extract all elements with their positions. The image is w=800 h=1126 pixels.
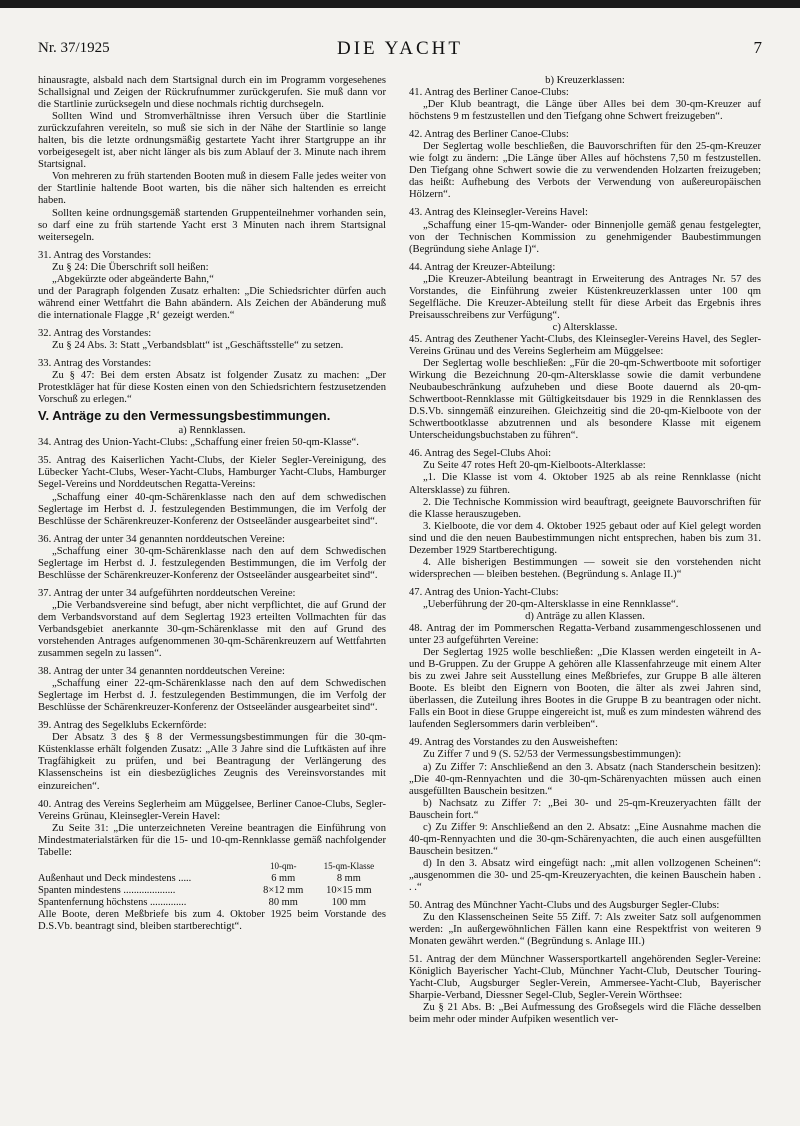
motion-heading: 34. Antrag des Union-Yacht-Clubs: „Schaffung einer freien 50-qm-Klasse“.	[38, 437, 359, 449]
scan-top-edge	[0, 0, 800, 8]
issue-number: Nr. 37/1925	[38, 40, 110, 56]
table-col-header: 15-qm-Klasse	[323, 860, 375, 871]
subsection-heading: a) Rennklassen.	[178, 425, 246, 437]
motion-text: „Schaffung einer 22-qm-Schärenklasse nach den auf dem Schwedischen Seglertage im Herbst d. J. festzulegenden Bestimmungen, die im Verfolg der Beschlüsse der Schärenkreuzer-Konferenz der Ostseeländer ausgearbeitet sind“.	[38, 678, 386, 714]
table-cell: Spanten mindestens ....................	[38, 884, 176, 896]
motion-heading: 47. Antrag des Union-Yacht-Clubs:	[409, 586, 559, 598]
motion-heading: 42. Antrag des Berliner Canoe-Clubs:	[409, 129, 569, 141]
motion-text: „Ueberführung der 20-qm-Altersklasse in eine Rennklasse“.	[423, 598, 679, 610]
motion-text: „Schaffung einer 15-qm-Wander- oder Binnenjolle gemäß genau festgelegter, von der Technischen Kommission zu genehmigender Baubestimmungen (Begründung siehe Anlage I)“.	[409, 219, 761, 255]
motion-text: „Schaffung einer 30-qm-Schärenklasse nach den auf dem Schwedischen Seglertage im Herbst d. J. festzulegenden Bestimmungen, die im Verfolg der Beschlüsse der Schärenkreuzer-Konferenz der Ostseeländer ausgearbeitet sind“.	[38, 545, 386, 581]
motion-text: Zu Seite 31: „Die unterzeichneten Vereine beantragen die Einführung von Mindestmaterialstärken für die 15- und 10-qm-Rennklasse gemäß nachfolgender Tabelle:	[38, 822, 386, 858]
motion-text: 3. Kielboote, die vor dem 4. Oktober 1925 gebaut oder auf Kiel gelegt worden sind und die den neuen Baubestimmungen nicht entsprechen, haben bis zum 31. Dezember 1929 Startberechtigung.	[409, 520, 761, 556]
motion-text: „Schaffung einer 40-qm-Schärenklasse nach den auf dem schwedischen Seglertage im Herbst d. J. festzulegenden Bestimmungen, die im Verfolg der Beschlüsse der Schärenkreuzer-Konferenz der Ostseeländer ausgearbeitet sind“.	[38, 491, 386, 527]
motion-heading: 37. Antrag der unter 34 aufgeführten norddeutschen Vereine:	[38, 587, 296, 599]
right-column	[409, 75, 761, 1027]
motion-text: „Der Klub beantragt, die Länge über Alles bei dem 30-qm-Kreuzer auf höchstens 9 m festzustellen und den Tiefgang ohne Schwert freizugeben“.	[409, 99, 761, 123]
motion-text: b) Nachsatz zu Ziffer 7: „Bei 30- und 25-qm-Kreuzeryachten fällt der Bauschein fort.“	[409, 797, 761, 821]
motion-heading: 48. Antrag der im Pommerschen Regatta-Verband zusammengeschlossenen und unter 23 aufgeführten Vereine:	[409, 623, 761, 647]
motion-text: Zu § 47: Bei dem ersten Absatz ist folgender Zusatz zu machen: „Der Protestkläger hat für diese Kosten einen von den Schiedsrichtern festzusetzenden Vorschuß zu erlegen.“	[38, 370, 386, 406]
journal-title: DIE YACHT	[336, 38, 464, 59]
table-row	[38, 873, 386, 885]
table-col-header: 10-qm-	[269, 860, 297, 871]
left-column	[38, 75, 386, 933]
motion-heading: 46. Antrag des Segel-Clubs Ahoi:	[409, 448, 552, 460]
motion-text: Der Seglertag wolle beschließen, die Bauvorschriften für den 25-qm-Kreuzer wie folgt zu ändern: „Die Länge über Alles auf höchstens 7,50 m festzustellen. Den Tiefgang ohne Schwert sowie die zu verwendenden Holzarten freizugeben; das heißt: Aufhebung des Verbots der Verwendung von außereuropäischen Hölzern“.	[409, 141, 761, 201]
subsection-heading: b) Kreuzerklassen:	[545, 75, 625, 86]
table-cell: 80 mm	[268, 896, 298, 908]
page-number: 7	[753, 38, 762, 57]
motion-text: Zu § 24 Abs. 3: Statt „Verbandsblatt“ ist „Geschäftsstelle“ zu setzen.	[52, 339, 344, 351]
table-cell: 6 mm	[271, 872, 296, 884]
motion-text: Zu § 21 Abs. B: „Bei Aufmessung des Großsegels wird die Fläche desselben beim mehr oder minder Aufpiken wesentlich ver-	[409, 1002, 761, 1026]
motion-heading: 50. Antrag des Münchner Yacht-Clubs und des Augsburger Segler-Clubs:	[409, 900, 720, 912]
motion-text: Alle Boote, deren Meßbriefe bis zum 4. Oktober 1925 beim Vorstande des D.S.Vb. beantragt sind, bleiben startberechtigt“.	[38, 908, 386, 932]
table-cell: 10×15 mm	[326, 884, 372, 896]
running-header	[38, 40, 762, 62]
motion-heading: 36. Antrag der unter 34 genannten norddeutschen Vereine:	[38, 533, 285, 545]
motion-heading: 40. Antrag des Vereins Seglerheim am Müggelsee, Berliner Canoe-Clubs, Segler-Vereins Grünau, Kleinsegler-Verein Havel:	[38, 798, 386, 822]
motion-heading: 38. Antrag der unter 34 genannten norddeutschen Vereine:	[38, 666, 285, 678]
table-cell: 100 mm	[331, 896, 367, 908]
motion-heading: 51. Antrag der dem Münchner Wassersportkartell angehörenden Segler-Vereine: Königlich Bayerischer Yacht-Club, Münchner Yacht-Club, Deutscher Touring-Yacht-Club, Augsburger Segler-Verein, Ammersee-Yacht-Club, Bayerischer Sharpie-Verband, Diessner Segel-Club, Segler-Verein Wörthsee:	[409, 954, 761, 1002]
subsection-heading: c) Altersklasse.	[552, 321, 618, 333]
motion-heading: 32. Antrag des Vorstandes:	[38, 327, 152, 339]
motion-heading: 33. Antrag des Vorstandes:	[38, 358, 152, 370]
motion-heading: 45. Antrag des Zeuthener Yacht-Clubs, des Kleinsegler-Vereins Havel, des Segler-Vereins Grünau und des Vereins Seglerheim am Müggelsee:	[409, 333, 761, 357]
table-cell: Spantenfernung höchstens ..............	[38, 896, 187, 908]
table-cell: Außenhaut und Deck mindestens .....	[38, 872, 192, 884]
motion-text: Der Absatz 3 des § 8 der Vermessungsbestimmungen für die 30-qm-Küstenklasse erhält folgenden Zusatz: „Alle 3 Jahre sind die Luftkästen auf ihre Tragfähigkeit zu prüfen, und bei Beantragung der Verlängerung des Klassenscheins ist ein diesbezügliches Zeugnis des Vereinsvorstandes mit einzureichen“.	[38, 732, 386, 792]
motion-text: Zu Ziffer 7 und 9 (S. 52/53 der Vermessungsbestimmungen):	[423, 749, 682, 761]
motion-text: Zu den Klassenscheinen Seite 55 Ziff. 7: Als zweiter Satz soll aufgenommen werden: „In außergewöhnlichen Fällen kann eine Respektfrist von weiteren 9 Monaten gewährt werden.“ (Begründung s. Anlage III.)	[409, 912, 761, 948]
motion-text: 4. Alle bisherigen Bestimmungen — soweit sie den vorstehenden nicht widersprechen — bleiben bestehen. (Begründung s. Anlage II.)“	[409, 556, 761, 580]
section-heading: V. Anträge zu den Vermessungsbestimmungen.	[38, 408, 331, 424]
table-cell: 8 mm	[336, 872, 361, 884]
motion-text: d) In den 3. Absatz wird eingefügt nach: „mit allen vollzogenen Scheinen“: „ausgenommen die 30- und 25-qm-Kreuzeryachten, die keinen Bauschein haben . . .“	[409, 857, 761, 893]
paragraph: hinausragte, alsbald nach dem Startsignal durch ein im Programm vorgesehenes Schallsignal und Zeigen der Rückrufnummer zurückgerufen. Sie muß dann vor die Startlinie zurücksegeln und diese nochmals richtig durchsegeln.	[38, 75, 386, 111]
paragraph: Sollten Wind und Stromverhältnisse ihren Versuch über die Startlinie zurückzufahren vereiteln, so muß sie sich in der Nähe der Startlinie so lange halten, bis die letzte ordnungsmäßig gestartete Yacht ihrer Startgruppe an ihr vorbeigesegelt ist, aber nicht länger als bis zum Ablauf der 3. Minute nach ihrem Startsignal.	[38, 111, 386, 171]
motion-text: „Die Kreuzer-Abteilung beantragt in Erweiterung des Antrages Nr. 57 des Vorstandes, die Einführung zweier Küstenkreuzerklassen unter 100 qm Segelfläche. Die Kreuzer-Abteilung stellt für diese Arbeit das Ergebnis ihres Preisausschreibens zur Verfügung“.	[409, 273, 761, 321]
motion-text: 2. Die Technische Kommission wird beauftragt, geeignete Bauvorschriften für die Klasse herauszugeben.	[409, 496, 761, 520]
motion-heading: 31. Antrag des Vorstandes:	[38, 249, 152, 261]
motion-heading: 43. Antrag des Kleinsegler-Vereins Havel:	[409, 207, 588, 219]
motion-text: Der Seglertag 1925 wolle beschließen: „Die Klassen werden eingeteilt in A- und B-Gruppen. Zu der Gruppe A gehören alle Klassenfahrzeuge mit einem Alter bis zu zwei Jahre seit Ausstellung eines Meßbriefes, zur Gruppe B alle älteren Boote. Es bleibt den Eignern von Booten, die älter als zwei Jahren sind, überlassen, die Zuteilung ihres Bootes in die Gruppe B zu beantragen oder nicht. Falls ein Boot in diese Gruppe eingereicht ist, muß es zum mindesten während des laufenden Seglersommers darin verbleiben“.	[409, 647, 761, 731]
paragraph: Sollten keine ordnungsgemäß startenden Gruppenteilnehmer vorhanden sein, so darf eine zu früh startende Yacht erst 3 Minuten nach ihrem Startsignal weitersegeln.	[38, 207, 386, 243]
motion-heading: 41. Antrag des Berliner Canoe-Clubs:	[409, 87, 569, 99]
subsection-heading: d) Anträge zu allen Klassen.	[525, 610, 645, 622]
table-cell: 8×12 mm	[263, 884, 304, 896]
motion-text: „Abgekürzte oder abgeänderte Bahn,“	[52, 273, 214, 285]
motion-heading: 39. Antrag des Segelklubs Eckernförde:	[38, 720, 207, 732]
motion-heading: 49. Antrag des Vorstandes zu den Ausweisheften:	[409, 737, 618, 749]
material-table	[38, 859, 386, 909]
table-row	[38, 897, 386, 909]
motion-text: Zu § 24: Die Überschrift soll heißen:	[52, 261, 209, 273]
table-row	[38, 885, 386, 897]
motion-text: c) Zu Ziffer 9: Anschließend an den 2. Absatz: „Eine Ausnahme machen die 40-qm-Rennyachten und die 30-qm-Schärenyachten, die auch einen ausgefüllten Bauschein besitzen.“	[409, 821, 761, 857]
motion-heading: 35. Antrag des Kaiserlichen Yacht-Clubs, der Kieler Segler-Vereinigung, des Lübecker Yacht-Clubs, Weser-Yacht-Clubs, Hamburger Yacht-Clubs, Hamburger Segel-Vereins und Norddeutschen Regatta-Vereins:	[38, 455, 386, 491]
motion-text: Der Seglertag wolle beschließen: „Für die 20-qm-Schwertboote mit sofortiger Wirkung die Bezeichnung 20-qm-Altersklasse sowie die damit verbundene Neubaubeschränkung aufzuheben und diese Boote dauernd als 20-qm-Schwertboot-Rennklasse mit Gültigkeitsdauer bis 1929 in die Rennklassen des D.S.Vb. sinngemäß einzureihen. Gleichzeitig sind die 20-qm-Kielboote von der Schwertbootklasse abzutrennen und als besondere Klasse mit eigenem Unterscheidungsbuchstaben zu führen“.	[409, 358, 761, 442]
motion-text: „Die Verbandsvereine sind befugt, aber nicht verpflichtet, die auf Grund der dem Verbandsvorstand auf dem Seglertag 1923 erteilten Vollmachten für das Verbandsgebiet anerkannte 30-qm-Schärenklasse mit den auf Grund des vorstehenden Antrages aufgenommenen 30-qm-Schärenkreuzern auf Wettfahrten zusammen segeln zu lassen“.	[38, 599, 386, 660]
paragraph: Von mehreren zu früh startenden Booten muß in diesem Falle jedes weiter von der Startlinie haltende Boot warten, bis die näher sich haltenden es erreicht haben.	[38, 171, 386, 207]
motion-heading: 44. Antrag der Kreuzer-Abteilung:	[409, 261, 556, 273]
motion-text: a) Zu Ziffer 7: Anschließend an den 3. Absatz (nach Standerschein besitzen): „Die 40-qm-Rennyachten und die 30-qm-Schärenyachten müssen auch einen ausgefüllten Bauschein besitzen.“	[409, 761, 761, 797]
motion-text: Zu Seite 47 rotes Heft 20-qm-Kielboots-Alterklasse:	[423, 460, 646, 472]
motion-text: und der Paragraph folgenden Zusatz erhalten: „Die Schiedsrichter dürfen auch während einer Wettfahrt die Bahn abändern. Als Zeichen der Abänderung muß die internationale Flagge ‚R‘ gezeigt werden.“	[38, 285, 386, 321]
motion-text: „1. Die Klasse ist vom 4. Oktober 1925 ab als reine Rennklasse (nicht Altersklasse) zu führen.	[409, 472, 761, 496]
